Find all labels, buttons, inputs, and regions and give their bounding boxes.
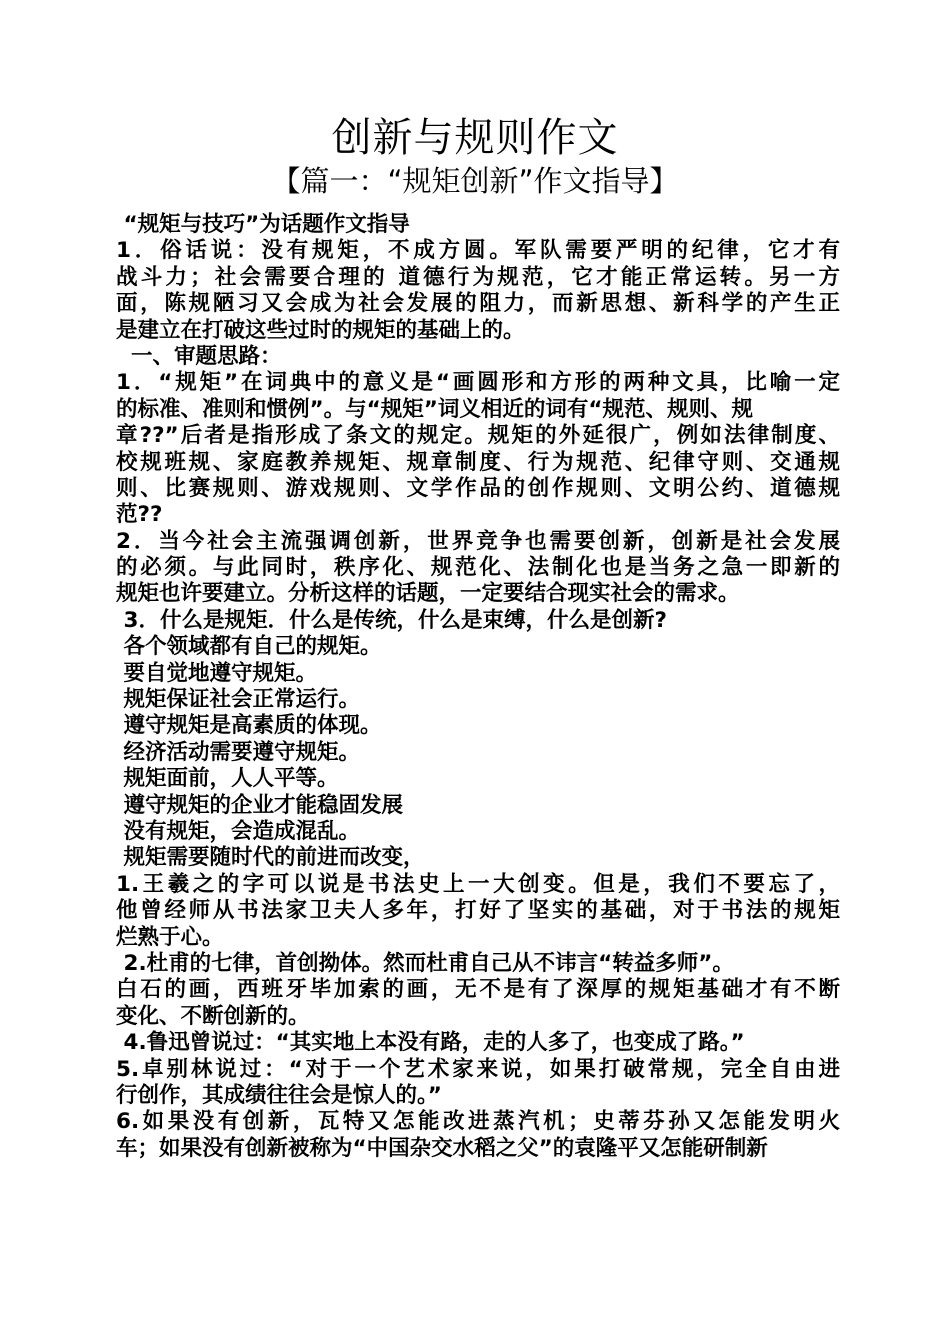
- body-line: 范??: [116, 502, 163, 528]
- body-line: 规矩需要随时代的前进而改变，: [116, 845, 425, 871]
- body-line: 一、审题思路：: [116, 343, 282, 369]
- body-line: 变化、不断创新的。: [116, 1003, 310, 1029]
- body-line: 是建立在打破这些过时的规矩的基础上的。: [116, 317, 525, 343]
- body-line: 面，陈规陋习又会成为社会发展的阻力，而新思想、新科学的产生正: [116, 291, 840, 317]
- document-title: 创新与规则作文: [331, 115, 619, 161]
- body-line: 2.杜甫的七律，首创拗体。然而杜甫自己从不讳言“转益多师”。: [116, 950, 734, 976]
- body-line: 车；如果没有创新被称为“中国杂交水稻之父”的袁隆平又怎能研制新: [116, 1135, 768, 1161]
- body-line: 规矩也许要建立。分析这样的话题，一定要结合现实社会的需求。: [116, 581, 740, 607]
- body-line: 要自觉地遵守规矩。: [116, 660, 317, 686]
- document-subtitle: 【篇一：“规矩创新”作文指导】: [271, 164, 679, 198]
- body-line: 的必须。与此同时，秩序化、规范化、法制化也是当务之急一即新的: [116, 555, 840, 581]
- body-line: 各个领域都有自己的规矩。: [116, 634, 382, 660]
- body-line: 没有规矩，会造成混乱。: [116, 818, 360, 844]
- body-line: 经济活动需要遵守规矩。: [116, 739, 360, 765]
- body-line: 烂熟于心。: [116, 924, 224, 950]
- body-line: 规矩保证社会正常运行。: [116, 687, 360, 713]
- body-line: 白石的画，西班牙毕加索的画，无不是有了深厚的规矩基础才有不断: [116, 977, 840, 1003]
- body-line: 遵守规矩的企业才能稳固发展: [116, 792, 403, 818]
- body-line: 章??”后者是指形成了条文的规定。规矩的外延很广，例如法律制度、: [116, 423, 840, 449]
- body-line: 1．“规矩”在词典中的意义是“画圆形和方形的两种文具，比喻一定: [116, 370, 840, 396]
- body-line: 3．什么是规矩．什么是传统，什么是束缚，什么是创新?: [116, 607, 667, 633]
- body-line: 2．当今社会主流强调创新，世界竞争也需要创新，创新是社会发展: [116, 528, 840, 554]
- body-line: 他曾经师从书法家卫夫人多年，打好了坚实的基础，对于书法的规矩: [116, 898, 840, 924]
- body-line: 则、比赛规则、游戏规则、文学作品的创作规则、文明公约、道德规: [116, 475, 840, 501]
- document-body: [116, 212, 840, 1162]
- body-line: 的标准、准则和惯例”。与“规矩”词义相近的词有“规范、规则、规: [116, 396, 754, 422]
- body-line: 6.如果没有创新，瓦特又怎能改进蒸汽机；史蒂芬孙又怎能发明火: [116, 1109, 840, 1135]
- body-line: 5.卓别林说过：“对于一个艺术家来说，如果打破常规，完全自由进: [116, 1056, 840, 1082]
- body-line: 遵守规矩是高素质的体现。: [116, 713, 382, 739]
- body-line: 1．俗话说：没有规矩，不成方圆。军队需要严明的纪律，它才有: [116, 238, 840, 264]
- body-line: 战斗力；社会需要合理的 道德行为规范，它才能正常运转。另一方: [116, 264, 840, 290]
- body-line: 1.王羲之的字可以说是书法史上一大创变。但是，我们不要忘了，: [116, 871, 840, 897]
- body-line: “规矩与技巧”为话题作文指导: [116, 212, 410, 237]
- body-line: 校规班规、家庭教养规矩、规章制度、行为规范、纪律守则、交通规: [116, 449, 840, 475]
- body-line: 4.鲁迅曾说过：“其实地上本没有路，走的人多了，也变成了路。”: [116, 1030, 745, 1056]
- body-line: 行创作，其成绩往往会是惊人的。”: [116, 1082, 442, 1108]
- body-line: 规矩面前，人人平等。: [116, 766, 339, 792]
